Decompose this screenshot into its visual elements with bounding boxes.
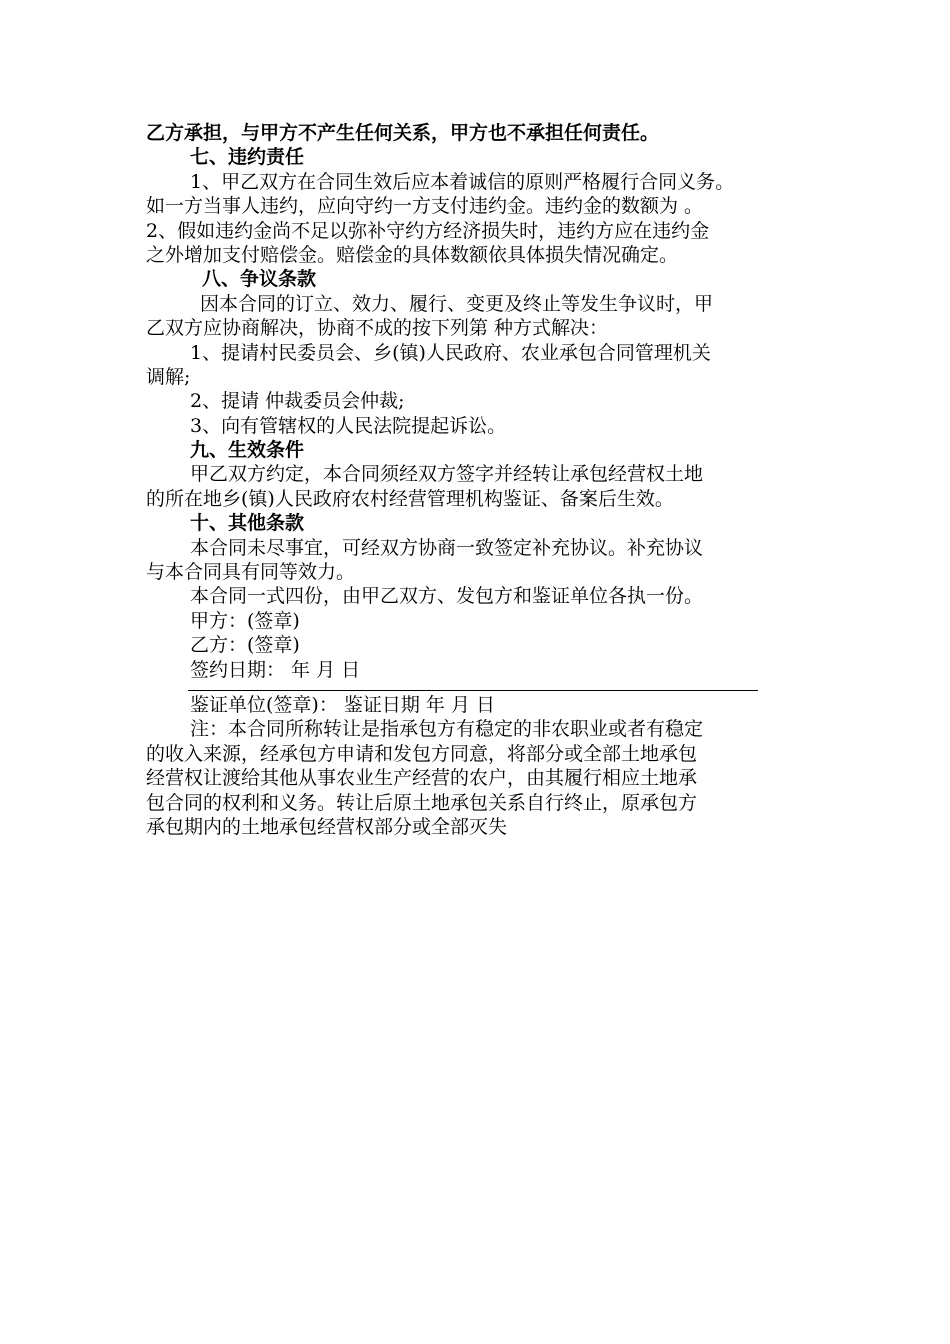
note-line: 承包期内的土地承包经营权部分或全部灭失 <box>146 815 508 838</box>
section-heading-breach: 七、违约责任 <box>190 146 305 169</box>
note-line: 注：本合同所称转让是指承包方有稳定的非农职业或者有稳定 <box>190 718 704 741</box>
section-heading-other: 十、其他条款 <box>190 512 305 535</box>
text-line: 甲乙双方约定，本合同须经双方签字并经转让承包经营权土地 <box>190 463 704 486</box>
note-line: 的收入来源，经承包方申请和发包方同意，将部分或全部土地承包 <box>146 742 698 765</box>
text-line: 调解; <box>146 365 191 388</box>
certification-line: 鉴证单位(签章)： 鉴证日期 年 月 日 <box>190 693 495 716</box>
text-line: 1、提请村民委员会、乡(镇)人民政府、农业承包合同管理机关 <box>190 341 711 364</box>
note-line: 经营权让渡给其他从事农业生产经营的农户，由其履行相应土地承 <box>146 767 698 790</box>
text-line: 的所在地乡(镇)人民政府农村经营管理机构鉴证、备案后生效。 <box>146 487 674 510</box>
text-line: 乙方承担，与甲方不产生任何关系，甲方也不承担任何责任。 <box>146 122 660 144</box>
divider <box>188 690 758 691</box>
party-b-signature-line: 乙方：(签章) <box>190 634 300 657</box>
text-line: 与本合同具有同等效力。 <box>146 561 356 584</box>
signing-date-line: 签约日期： 年 月 日 <box>190 658 361 681</box>
text-line: 本合同一式四份，由甲乙双方、发包方和鉴证单位各执一份。 <box>190 585 704 608</box>
text-line: 1、甲乙双方在合同生效后应本着诚信的原则严格履行合同义务。 <box>190 170 735 193</box>
text-line: 因本合同的订立、效力、履行、变更及终止等发生争议时，甲 <box>200 292 714 315</box>
text-line: 之外增加支付赔偿金。赔偿金的具体数额依具体损失情况确定。 <box>146 243 679 266</box>
section-heading-dispute: 八、争议条款 <box>202 268 317 291</box>
document-body <box>146 121 812 839</box>
text-line: 本合同未尽事宜，可经双方协商一致签定补充协议。补充协议 <box>190 536 704 559</box>
text-line: 乙双方应协商解决，协商不成的按下列第 种方式解决： <box>146 317 609 340</box>
text-line: 3、向有管辖权的人民法院提起诉讼。 <box>190 414 507 437</box>
text-line: 如一方当事人违约，应向守约一方支付违约金。违约金的数额为 。 <box>146 195 704 218</box>
text-line: 2、假如违约金尚不足以弥补守约方经济损失时，违约方应在违约金 <box>146 219 710 242</box>
note-line: 包合同的权利和义务。转让后原土地承包关系自行终止，原承包方 <box>146 791 698 814</box>
section-heading-effect: 九、生效条件 <box>190 439 305 462</box>
party-a-signature-line: 甲方：(签章) <box>190 609 300 632</box>
text-line: 2、提请 仲裁委员会仲裁; <box>190 390 405 413</box>
